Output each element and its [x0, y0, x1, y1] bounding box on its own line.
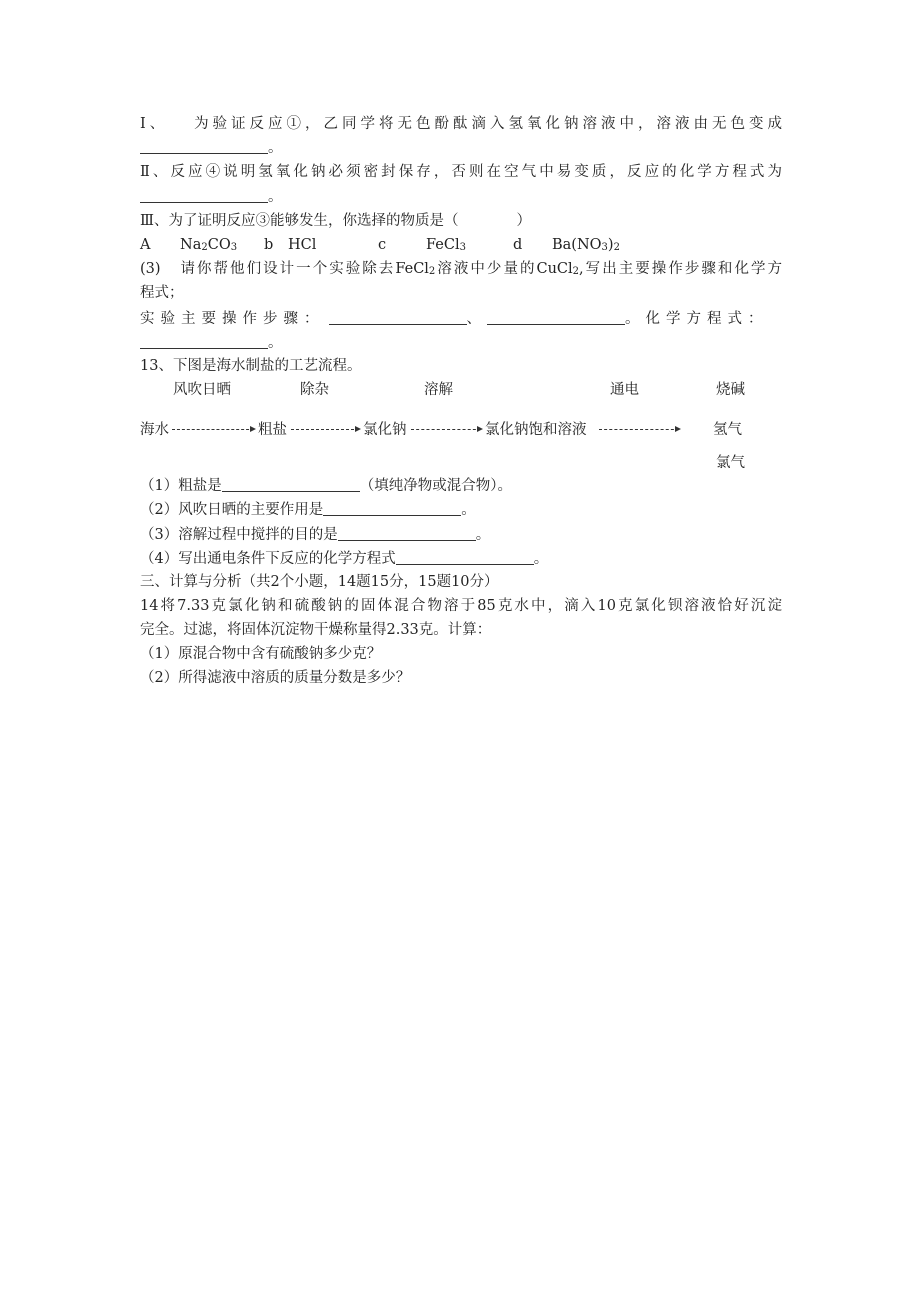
q13-sub4-end: 。: [533, 551, 549, 567]
q3-eq-label: 。化学方程式：: [625, 311, 769, 327]
option-d-sub: 3: [601, 242, 608, 253]
q3-steps-line: [140, 309, 782, 329]
q3-step2-blank[interactable]: [487, 309, 625, 325]
q3-text-c: ,写出主要操作步骤和化学方: [579, 261, 782, 277]
q3-end: 。: [268, 335, 283, 351]
option-c-formula-part: FeCl: [426, 237, 460, 253]
option-b-letter: b: [264, 237, 274, 253]
part-iii-line: [140, 211, 531, 231]
option-d-sub: 2: [613, 242, 620, 253]
option-a-sub: 2: [201, 242, 208, 253]
q3-step1-blank[interactable]: [329, 309, 467, 325]
flow-arrow: [291, 429, 359, 430]
flow-step-label: 除杂: [300, 382, 329, 398]
q13-title: 13、下图是海水制盐的工艺流程。: [140, 358, 362, 374]
q3-equation-blank[interactable]: [140, 333, 268, 349]
q3-eq-line: [140, 333, 283, 353]
q3-sub-a: 2: [428, 266, 436, 277]
part-ii-end: 。: [268, 189, 283, 205]
part-i-label: Ⅰ、: [140, 116, 169, 132]
flow-product-cl2: 氯气: [716, 455, 745, 471]
q3-text-a: 请你帮他们设计一个实验除去FeCl: [180, 261, 429, 277]
option-a-formula-part: CO: [207, 237, 231, 253]
flow-node-crude-salt: 粗盐: [258, 422, 287, 438]
q14-line2: 完全。过滤，将固体沉淀物干燥称量得2.33克。计算：: [140, 622, 492, 638]
part-i-text: 为验证反应①，乙同学将无色酚酞滴入氢氧化钠溶液中，溶液由无色变成: [194, 116, 783, 132]
option-b-formula: HCl: [288, 237, 317, 253]
option-a-formula: [180, 235, 237, 258]
section3-heading: 三、计算与分析（共2个小题，14题15分，15题10分）: [140, 574, 499, 590]
q3-line1: [140, 259, 782, 282]
flow-step-label: 风吹日晒: [173, 382, 231, 398]
q3-num: (3): [140, 261, 161, 277]
option-c-formula: [426, 235, 466, 258]
flow-product-h2: 氢气: [713, 422, 742, 438]
q3-steps-label: 实验主要操作步骤：: [140, 311, 325, 327]
part-iii-close: ）: [516, 213, 531, 229]
option-c-sub: 3: [459, 242, 466, 253]
part-i-end: 。: [268, 140, 283, 156]
part-iii-text: Ⅲ、为了证明反应③能够发生，你选择的物质是（: [140, 213, 459, 229]
q14-sub2: （2）所得滤液中溶质的质量分数是多少？: [140, 670, 411, 686]
q3-sep: 、: [466, 311, 487, 327]
flow-arrow: [172, 429, 254, 430]
part-i-answer-line: [140, 138, 283, 158]
q3-sub-b: 2: [572, 266, 580, 277]
option-d-letter: d: [513, 237, 523, 253]
part-i-line: [140, 114, 782, 134]
option-d-formula-part: Ba(NO: [552, 237, 602, 253]
q13-sub2-blank[interactable]: [323, 500, 461, 516]
q14-sub1: （1）原混合物中含有硫酸钠多少克？: [140, 646, 382, 662]
flow-node-nacl: 氯化钠: [363, 422, 407, 438]
option-d-formula-part: ): [607, 237, 614, 253]
flow-arrow: [599, 429, 679, 430]
flow-node-seawater: 海水: [140, 422, 169, 438]
part-ii-line: [140, 162, 782, 182]
flow-step-label: 溶解: [424, 382, 453, 398]
q13-sub1: [140, 476, 512, 496]
q13-sub1-hint: （填纯净物或混合物）。: [359, 478, 512, 494]
q3-text-b: 溶液中少量的CuCl: [435, 261, 573, 277]
part-i-answer-blank[interactable]: [140, 138, 268, 154]
q13-sub4-text: （4）写出通电条件下反应的化学方程式: [140, 551, 396, 567]
option-a-letter: A: [140, 237, 151, 253]
part-ii-answer-line: [140, 187, 283, 207]
option-a-sub: 3: [230, 242, 238, 253]
option-c-letter: c: [378, 237, 387, 253]
q13-sub4: [140, 549, 548, 569]
q13-sub4-blank[interactable]: [396, 549, 534, 565]
option-d-formula: [552, 235, 620, 258]
q13-sub3-end: 。: [475, 527, 491, 543]
part-ii-answer-blank[interactable]: [140, 187, 268, 203]
flow-step-label: 通电: [610, 382, 639, 398]
q3-line2: 程式；: [140, 285, 184, 301]
flow-node-saturated-solution: 氯化钠饱和溶液: [485, 422, 587, 438]
part-ii-text: Ⅱ、反应④说明氢氧化钠必须密封保存，否则在空气中易变质，反应的化学方程式为: [140, 164, 782, 180]
q14-line1: 14将7.33克氯化钠和硫酸钠的固体混合物溶于85克水中，滴入10克氯化钡溶液恰好沉淀: [140, 598, 782, 614]
q13-sub2-text: （2）风吹日晒的主要作用是: [140, 502, 324, 518]
q13-sub1-text: （1）粗盐是: [140, 478, 222, 494]
q13-sub3-text: （3）溶解过程中搅拌的目的是: [140, 527, 338, 543]
q13-sub3-blank[interactable]: [338, 525, 476, 541]
flow-arrow: [411, 429, 481, 430]
q13-sub3: [140, 525, 490, 545]
option-a-formula-part: Na: [180, 237, 202, 253]
q13-sub2-end: 。: [461, 502, 476, 518]
q13-sub1-blank[interactable]: [222, 476, 360, 492]
flow-product-naoh: 烧碱: [716, 382, 745, 398]
q13-sub2: [140, 500, 476, 520]
